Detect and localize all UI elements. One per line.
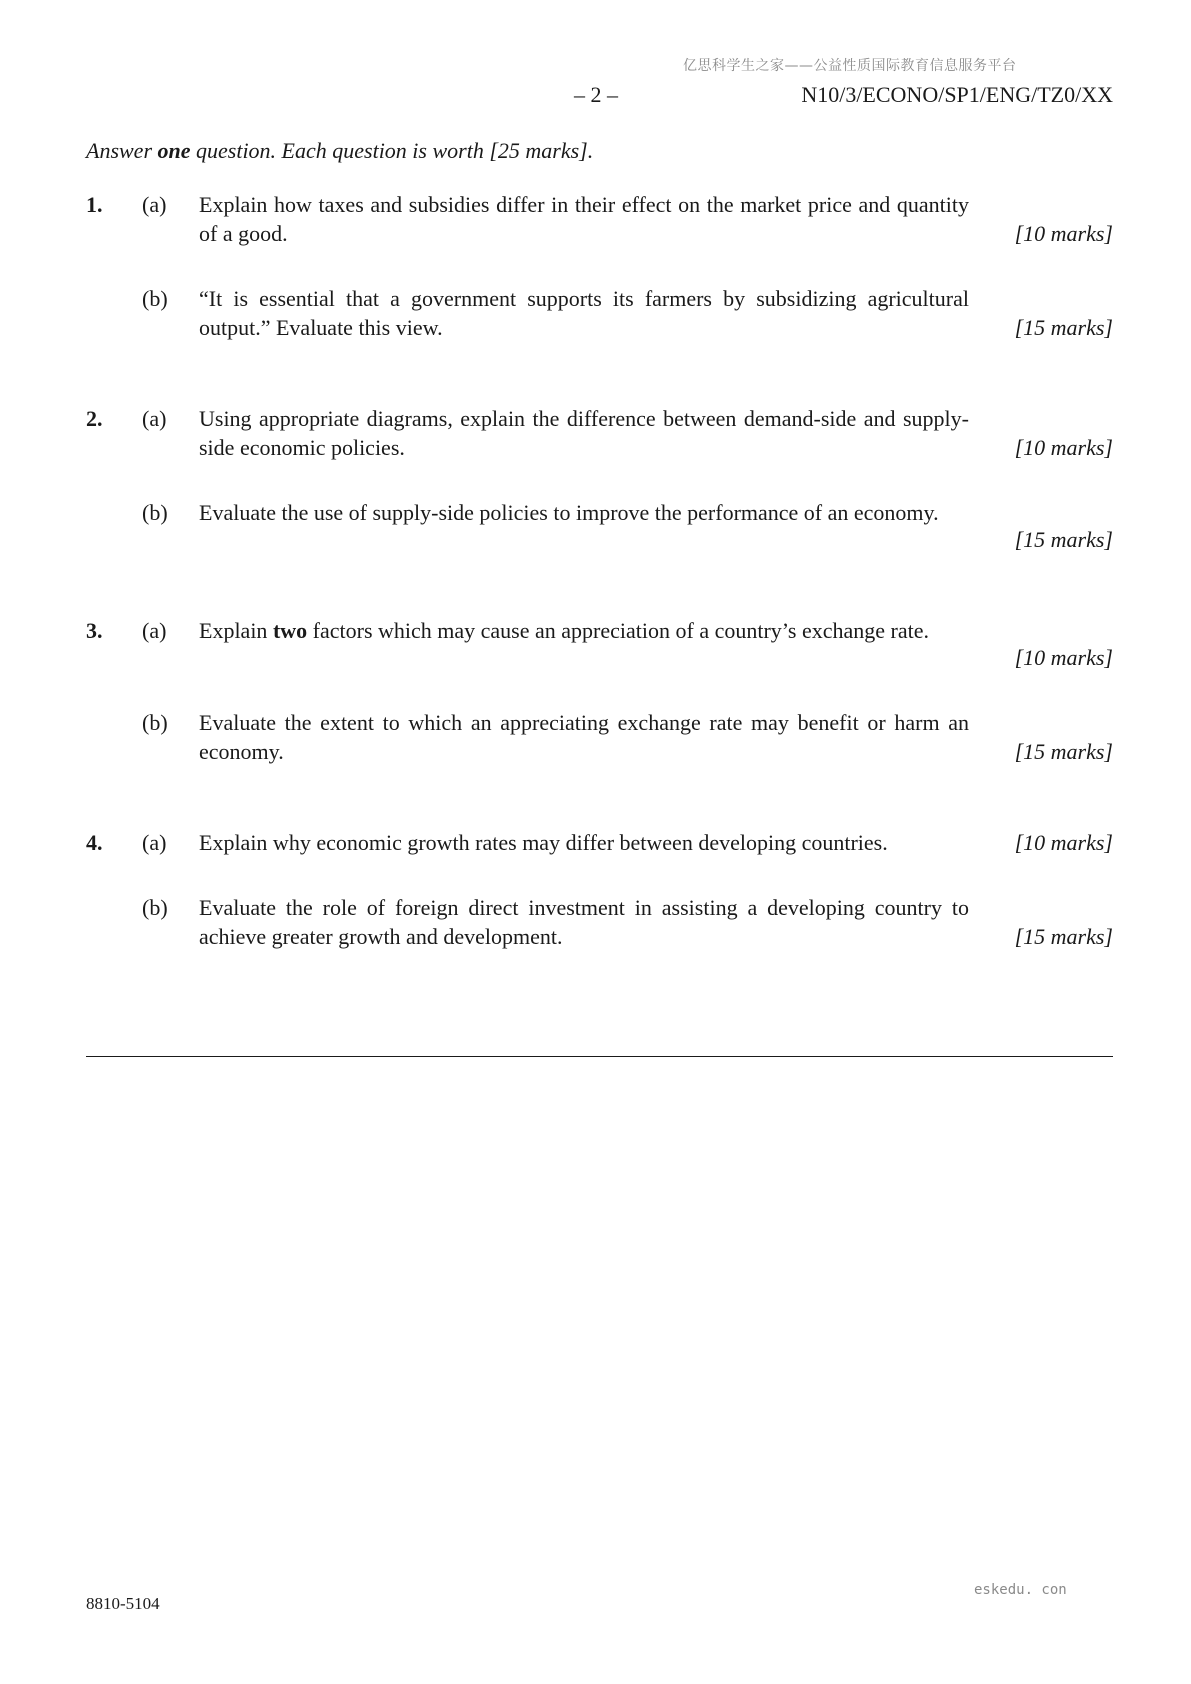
part-label: (b) xyxy=(142,895,168,920)
marks: [15 marks] xyxy=(1014,527,1113,552)
footer-code: 8810-5104 xyxy=(86,1594,160,1613)
marks: [15 marks] xyxy=(1014,315,1113,340)
part-text xyxy=(199,616,969,645)
part-label: (b) xyxy=(142,710,168,735)
instruction-emphasis: one xyxy=(157,138,191,163)
question-1 xyxy=(86,190,1113,342)
page-number: – 2 – xyxy=(574,82,618,107)
question-number: 2. xyxy=(86,406,103,431)
question-2-part-a xyxy=(86,404,1113,462)
question-4 xyxy=(86,828,1113,951)
part-text: Evaluate the extent to which an appreciating exchange rate may benefit or harm an economy. xyxy=(199,710,969,764)
part-label: (b) xyxy=(142,286,168,311)
part-label: (a) xyxy=(142,618,167,643)
question-3 xyxy=(86,616,1113,766)
watermark-top: 亿思科学生之家——公益性质国际教育信息服务平台 xyxy=(683,58,1017,74)
question-list xyxy=(86,190,1113,951)
question-3-part-a xyxy=(86,616,1113,672)
question-number: 1. xyxy=(86,192,103,217)
question-number: 4. xyxy=(86,830,103,855)
question-4-part-b xyxy=(86,893,1113,951)
part-text-emphasis: two xyxy=(272,618,308,643)
paper-code: N10/3/ECONO/SP1/ENG/TZ0/XX xyxy=(801,82,1113,107)
question-number: 3. xyxy=(86,618,103,643)
part-label: (a) xyxy=(142,406,167,431)
watermark-bottom: eskedu. con xyxy=(974,1582,1067,1598)
part-label: (b) xyxy=(142,500,168,525)
marks: [10 marks] xyxy=(1014,221,1113,246)
marks: [10 marks] xyxy=(1014,645,1113,670)
part-text: Using appropriate diagrams, explain the difference between demand-side and supply-side economic policies. xyxy=(199,406,969,460)
part-text-post: factors which may cause an appreciation of a country’s exchange rate. xyxy=(307,618,929,643)
part-text: Evaluate the role of foreign direct investment in assisting a developing country to achieve greater growth and development. xyxy=(199,895,969,949)
marks: [10 marks] xyxy=(1014,830,1113,855)
part-label: (a) xyxy=(142,830,167,855)
part-label: (a) xyxy=(142,192,167,217)
marks: [10 marks] xyxy=(1014,435,1113,460)
question-1-part-a xyxy=(86,190,1113,248)
question-4-part-a xyxy=(86,828,1113,857)
question-2-part-b xyxy=(86,498,1113,554)
marks: [15 marks] xyxy=(1014,739,1113,764)
question-1-part-b xyxy=(86,284,1113,342)
part-text: Explain why economic growth rates may differ between developing countries. xyxy=(199,830,888,855)
instruction xyxy=(86,138,593,164)
divider-rule xyxy=(86,1056,1113,1057)
marks: [15 marks] xyxy=(1014,924,1113,949)
part-text: Explain how taxes and subsidies differ in their effect on the market price and quantity of a good. xyxy=(199,192,969,246)
question-2 xyxy=(86,404,1113,554)
part-text: “It is essential that a government supports its farmers by subsidizing agricultural output.” Evaluate this view. xyxy=(199,286,969,340)
instruction-pre: Answer xyxy=(86,138,158,163)
part-text-pre: Explain xyxy=(199,618,273,643)
question-3-part-b xyxy=(86,708,1113,766)
instruction-post: question. Each question is worth [25 marks]. xyxy=(190,138,594,163)
part-text: Evaluate the use of supply-side policies to improve the performance of an economy. xyxy=(199,500,939,525)
